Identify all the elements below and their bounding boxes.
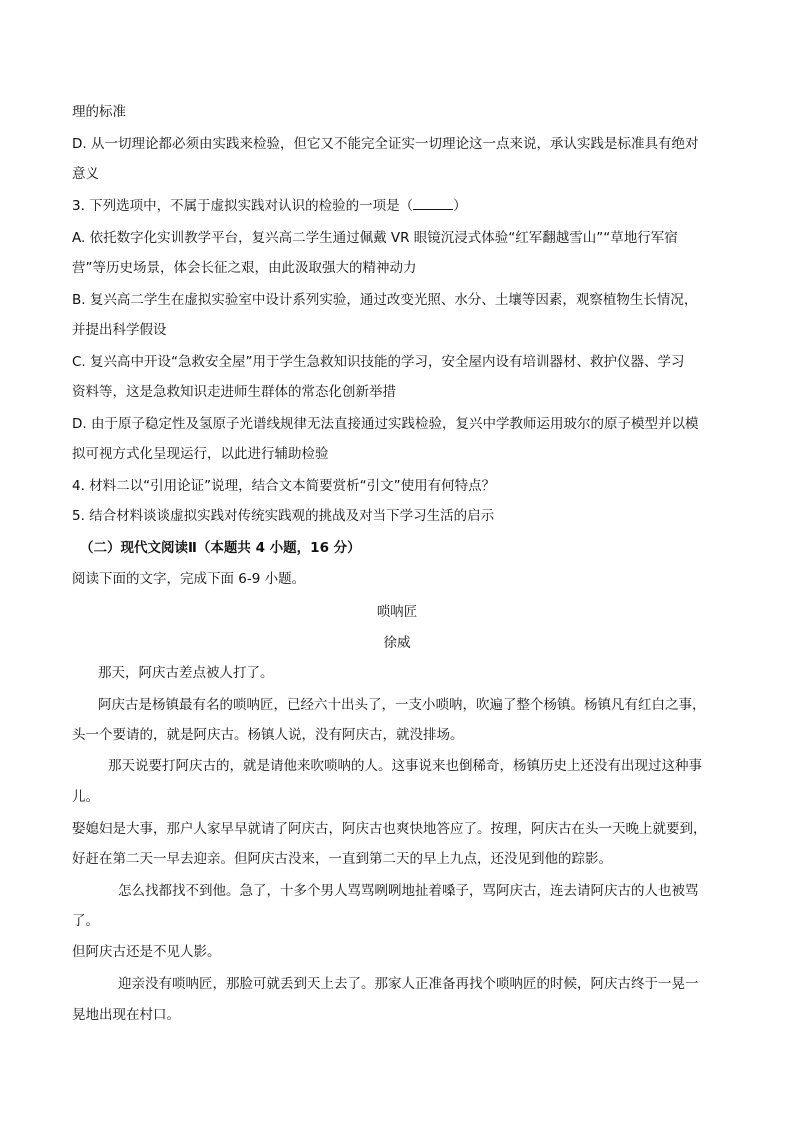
answer-blank xyxy=(413,197,453,210)
text-line: 资料等，这是急救知识走进师生群体的常态化创新举措 xyxy=(72,384,396,400)
section-heading: （二）现代文阅读Ⅱ（本题共 4 小题，16 分） xyxy=(80,540,361,556)
paragraph-line: 但阿庆古还是不见人影。 xyxy=(72,944,221,960)
paragraph-line: 儿。 xyxy=(72,789,99,805)
question-4: 4. 材料二以“引用论证”说理，结合文本简要赏析“引文”使用有何特点？ xyxy=(72,478,496,494)
paragraph-line: 娶媳妇是大事，那户人家早早就请了阿庆古，阿庆古也爽快地答应了。按理，阿庆古在头一天晚上就要到， xyxy=(72,821,707,837)
text-line: 营”等历史场景，体会长征之艰，由此汲取强大的精神动力 xyxy=(72,260,417,276)
question-3 xyxy=(72,197,732,215)
option-b-line: B. 复兴高二学生在虚拟实验室中设计系列实验，通过改变光照、水分、土壤等因素，观察植物生长情况， xyxy=(72,292,698,308)
instruction-line: 阅读下面的文字，完成下面 6-9 小题。 xyxy=(72,571,306,587)
text-line: 理的标准 xyxy=(72,104,126,120)
paragraph-line: 那天，阿庆古差点被人打了。 xyxy=(98,665,274,681)
option-c-line: C. 复兴高中开设“急救安全屋”用于学生急救知识技能的学习，安全屋内设有培训器材、救护仪器、学习 xyxy=(72,354,685,370)
question-3-text: 3. 下列选项中，不属于虚拟实践对认识的检验的一项是（ xyxy=(72,198,414,214)
paragraph-line: 晃地出现在村口。 xyxy=(72,1007,180,1023)
paragraph-line: 怎么找都找不到他。急了，十多个男人骂骂咧咧地扯着嗓子，骂阿庆古，连去请阿庆古的人也被骂 xyxy=(118,883,699,899)
question-3-close: ） xyxy=(453,198,467,214)
option-d-line: D. 从一切理论都必须由实践来检验，但它又不能完全证实一切理论这一点来说，承认实践是标准具有绝对 xyxy=(72,136,699,152)
paragraph-line: 那天说要打阿庆古的，就是请他来吹唢呐的人。这事说来也倒稀奇，杨镇历史上还没有出现过这种事 xyxy=(108,758,702,774)
paragraph-line: 头一个要请的，就是阿庆古。杨镇人说，没有阿庆古，就没排场。 xyxy=(72,727,464,743)
text-line: 拟可视方式化呈现运行，以此进行辅助检验 xyxy=(72,446,329,462)
text-line: 意义 xyxy=(72,166,99,182)
question-5: 5. 结合材料谈谈虚拟实践对传统实践观的挑战及对当下学习生活的启示 xyxy=(72,508,495,524)
story-title: 唢呐匠 xyxy=(376,604,418,620)
paragraph-line: 迎亲没有唢呐匠，那脸可就丢到天上去了。那家人正准备再找个唢呐匠的时候，阿庆古终于一晃一 xyxy=(118,976,699,992)
paragraph-line: 好赶在第二天一早去迎亲。但阿庆古没来，一直到第二天的早上九点，还没见到他的踪影。 xyxy=(72,851,612,867)
option-d-line: D. 由于原子稳定性及氢原子光谱线规律无法直接通过实践检验，复兴中学教师运用玻尔的原子模型并以模 xyxy=(72,416,699,432)
story-author: 徐威 xyxy=(383,635,411,651)
option-a-line: A. 依托数字化实训教学平台，复兴高二学生通过佩戴 VR 眼镜沉浸式体验“红军翻越雪山”“草地行军宿 xyxy=(72,230,678,246)
paragraph-line: 阿庆古是杨镇最有名的唢呐匠，已经六十出头了，一支小唢呐，吹遍了整个杨镇。杨镇凡有红白之事， xyxy=(98,697,706,713)
text-line: 并提出科学假设 xyxy=(72,322,167,338)
paragraph-line: 了。 xyxy=(72,913,99,929)
